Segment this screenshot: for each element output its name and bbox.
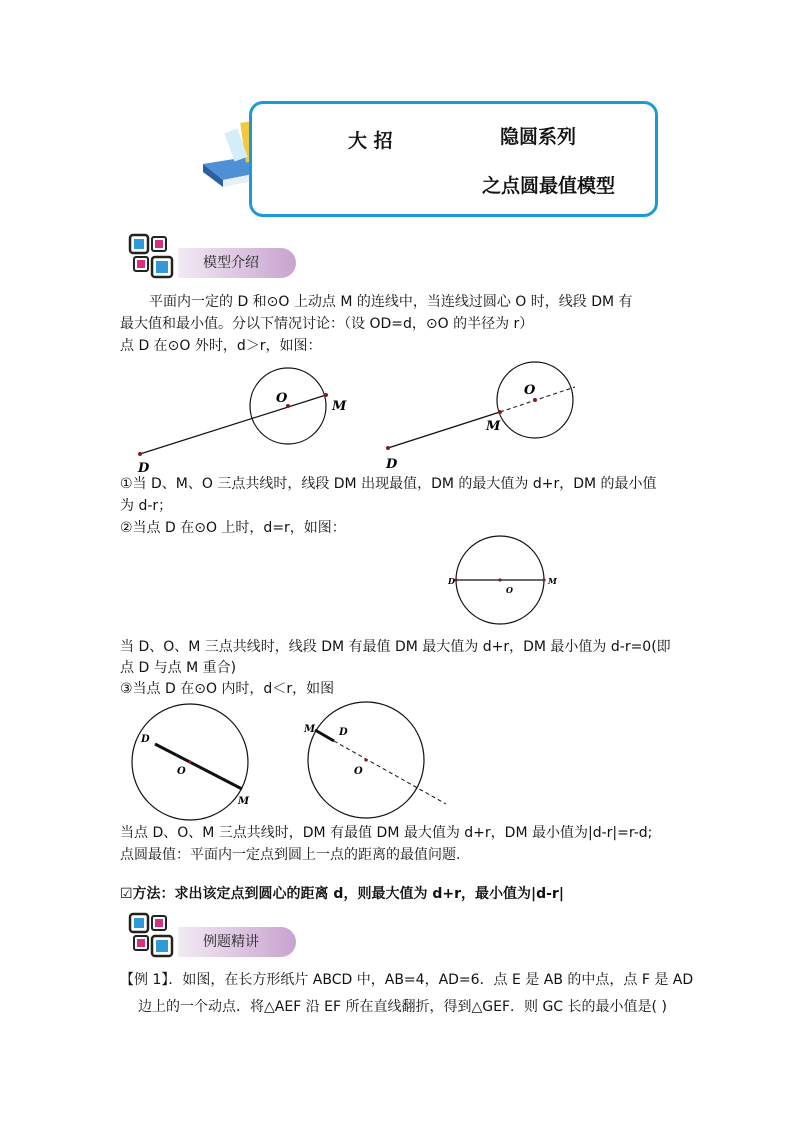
intro-line1: 平面内一定的 D 和⊙O 上动点 M 的连线中，当连线过圆心 O 时，线段 DM 有 bbox=[149, 294, 633, 310]
example1-line1: 【例 1】．如图，在长方形纸片 ABCD 中，AB=4，AD=6．点 E 是 AB 的中点，点 F 是 AD bbox=[120, 972, 694, 988]
case1-line1: ①当 D、M、O 三点共线时，线段 DM 出现最值，DM 的最大值为 d+r，DM 的最小值 bbox=[120, 476, 657, 492]
section-label-examples: 例题精讲 bbox=[203, 934, 259, 950]
banner-left-title: 大 招 bbox=[348, 130, 393, 152]
example1-line2: 边上的一个动点．将△AEF 沿 EF 所在直线翻折，得到△GEF．则 GC 长的最小值是( ) bbox=[138, 999, 667, 1015]
section-squares-icon bbox=[128, 233, 176, 281]
figure-outside-max bbox=[130, 362, 360, 482]
case2-after1: 当 D、O、M 三点共线时，线段 DM 有最值 DM 最大值为 d+r，DM 最小值为 d-r=0(即 bbox=[120, 639, 671, 655]
label-M: M bbox=[486, 419, 501, 434]
label-M: M bbox=[332, 399, 347, 414]
case3-after1: 当点 D、O、M 三点共线时，DM 有最值 DM 最大值为 d+r，DM 最小值为|d-r|=r-d; bbox=[120, 825, 653, 841]
banner-title-line2: 之点圆最值模型 bbox=[482, 175, 616, 197]
case2-line1: ②当点 D 在⊙O 上时，d=r，如图： bbox=[120, 520, 346, 536]
case1-line2: 为 d-r； bbox=[120, 498, 173, 514]
label-O: O bbox=[506, 585, 513, 595]
label-D: D bbox=[448, 576, 455, 586]
label-M: M bbox=[304, 724, 316, 735]
banner-box bbox=[249, 101, 658, 217]
label-D: D bbox=[138, 461, 150, 476]
header-banner bbox=[0, 0, 794, 230]
section-squares-icon bbox=[128, 912, 176, 960]
label-M: M bbox=[548, 576, 557, 586]
intro-line2: 最大值和最小值。分以下情况讨论：（设 OD=d，⊙O 的半径为 r） bbox=[120, 316, 534, 332]
label-M: M bbox=[238, 796, 250, 807]
label-O: O bbox=[354, 766, 363, 777]
case2-after2: 点 D 与点 M 重合) bbox=[120, 660, 237, 676]
case3-after2: 点圆最值：平面内一定点到圆上一点的距离的最值问题. bbox=[120, 847, 461, 863]
label-D: D bbox=[386, 457, 398, 472]
case3-line1: ③当点 D 在⊙O 内时，d＜r，如图 bbox=[120, 681, 335, 697]
banner-title-line1: 隐圆系列 bbox=[500, 126, 577, 148]
intro-line3: 点 D 在⊙O 外时，d＞r，如图： bbox=[120, 338, 322, 354]
label-O: O bbox=[177, 766, 186, 777]
figure-outside-min bbox=[380, 358, 590, 478]
figure-inside-min bbox=[298, 702, 458, 827]
label-O: O bbox=[276, 391, 288, 406]
label-D: D bbox=[339, 727, 348, 738]
method-line: ☑方法：求出该定点到圆心的距离 d，则最大值为 d+r，最小值为|d-r| bbox=[120, 886, 564, 902]
label-O: O bbox=[524, 383, 536, 398]
section-label-intro: 模型介绍 bbox=[203, 255, 259, 271]
figure-on-circle bbox=[440, 535, 570, 630]
label-D: D bbox=[141, 734, 150, 745]
figure-inside-max bbox=[125, 702, 260, 827]
